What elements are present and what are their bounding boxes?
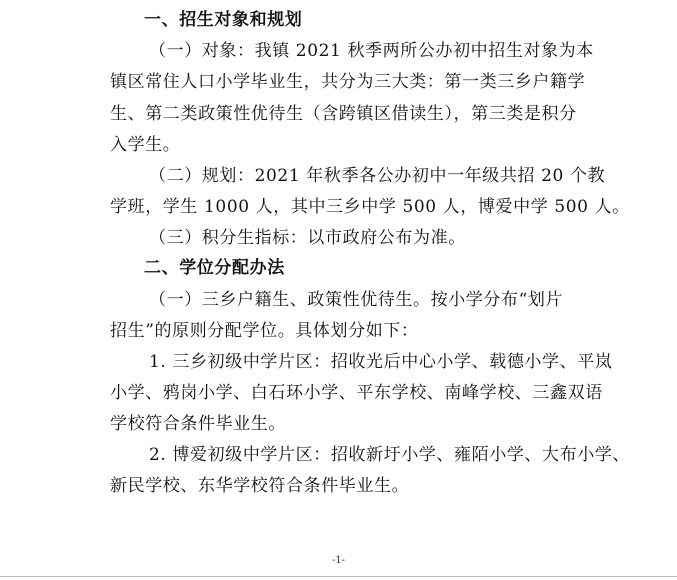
page-number: -1- <box>331 555 346 566</box>
paragraph-line: 镇区常住人口小学毕业生，共分为三大类：第一类三乡户籍学 <box>110 72 586 92</box>
paragraph-line: 生、第二类政策性优待生（含跨镇区借读生），第三类是积分 <box>110 104 577 124</box>
paragraph-line: 小学、鸦岗小学、白石环小学、平东学校、南峰学校、三鑫双语 <box>110 383 603 403</box>
paragraph-line: 招生”的原则分配学位。具体划分如下： <box>110 321 419 341</box>
paragraph-line: （一）三乡户籍生、政策性优待生。按小学分布“划片 <box>149 290 564 310</box>
paragraph-line: 学班，学生 1000 人，其中三乡中学 500 人，博爱中学 500 人。 <box>110 197 630 217</box>
section-heading-1: 一、招生对象和规划 <box>144 10 303 30</box>
paragraph-line: 学校符合条件毕业生。 <box>110 414 286 434</box>
paragraph-line: （三）积分生指标：以市政府公布为准。 <box>149 228 466 248</box>
paragraph-line: 2. 博爱初级中学片区：招收新圩小学、雍陌小学、大布小学、 <box>149 445 631 465</box>
section-heading-2: 二、学位分配办法 <box>144 258 285 278</box>
paragraph-line: （二）规划：2021 年秋季各公办初中一年级共招 20 个教 <box>149 166 606 186</box>
paragraph-line: 新民学校、东华学校符合条件毕业生。 <box>110 476 410 496</box>
paragraph-line: （一）对象：我镇 2021 秋季两所公办初中招生对象为本 <box>149 41 594 61</box>
paragraph-line: 入学生。 <box>110 135 181 155</box>
page-bottom-rule <box>0 576 677 577</box>
paragraph-line: 1. 三乡初级中学片区：招收光后中心小学、载德小学、平岚 <box>149 352 613 372</box>
